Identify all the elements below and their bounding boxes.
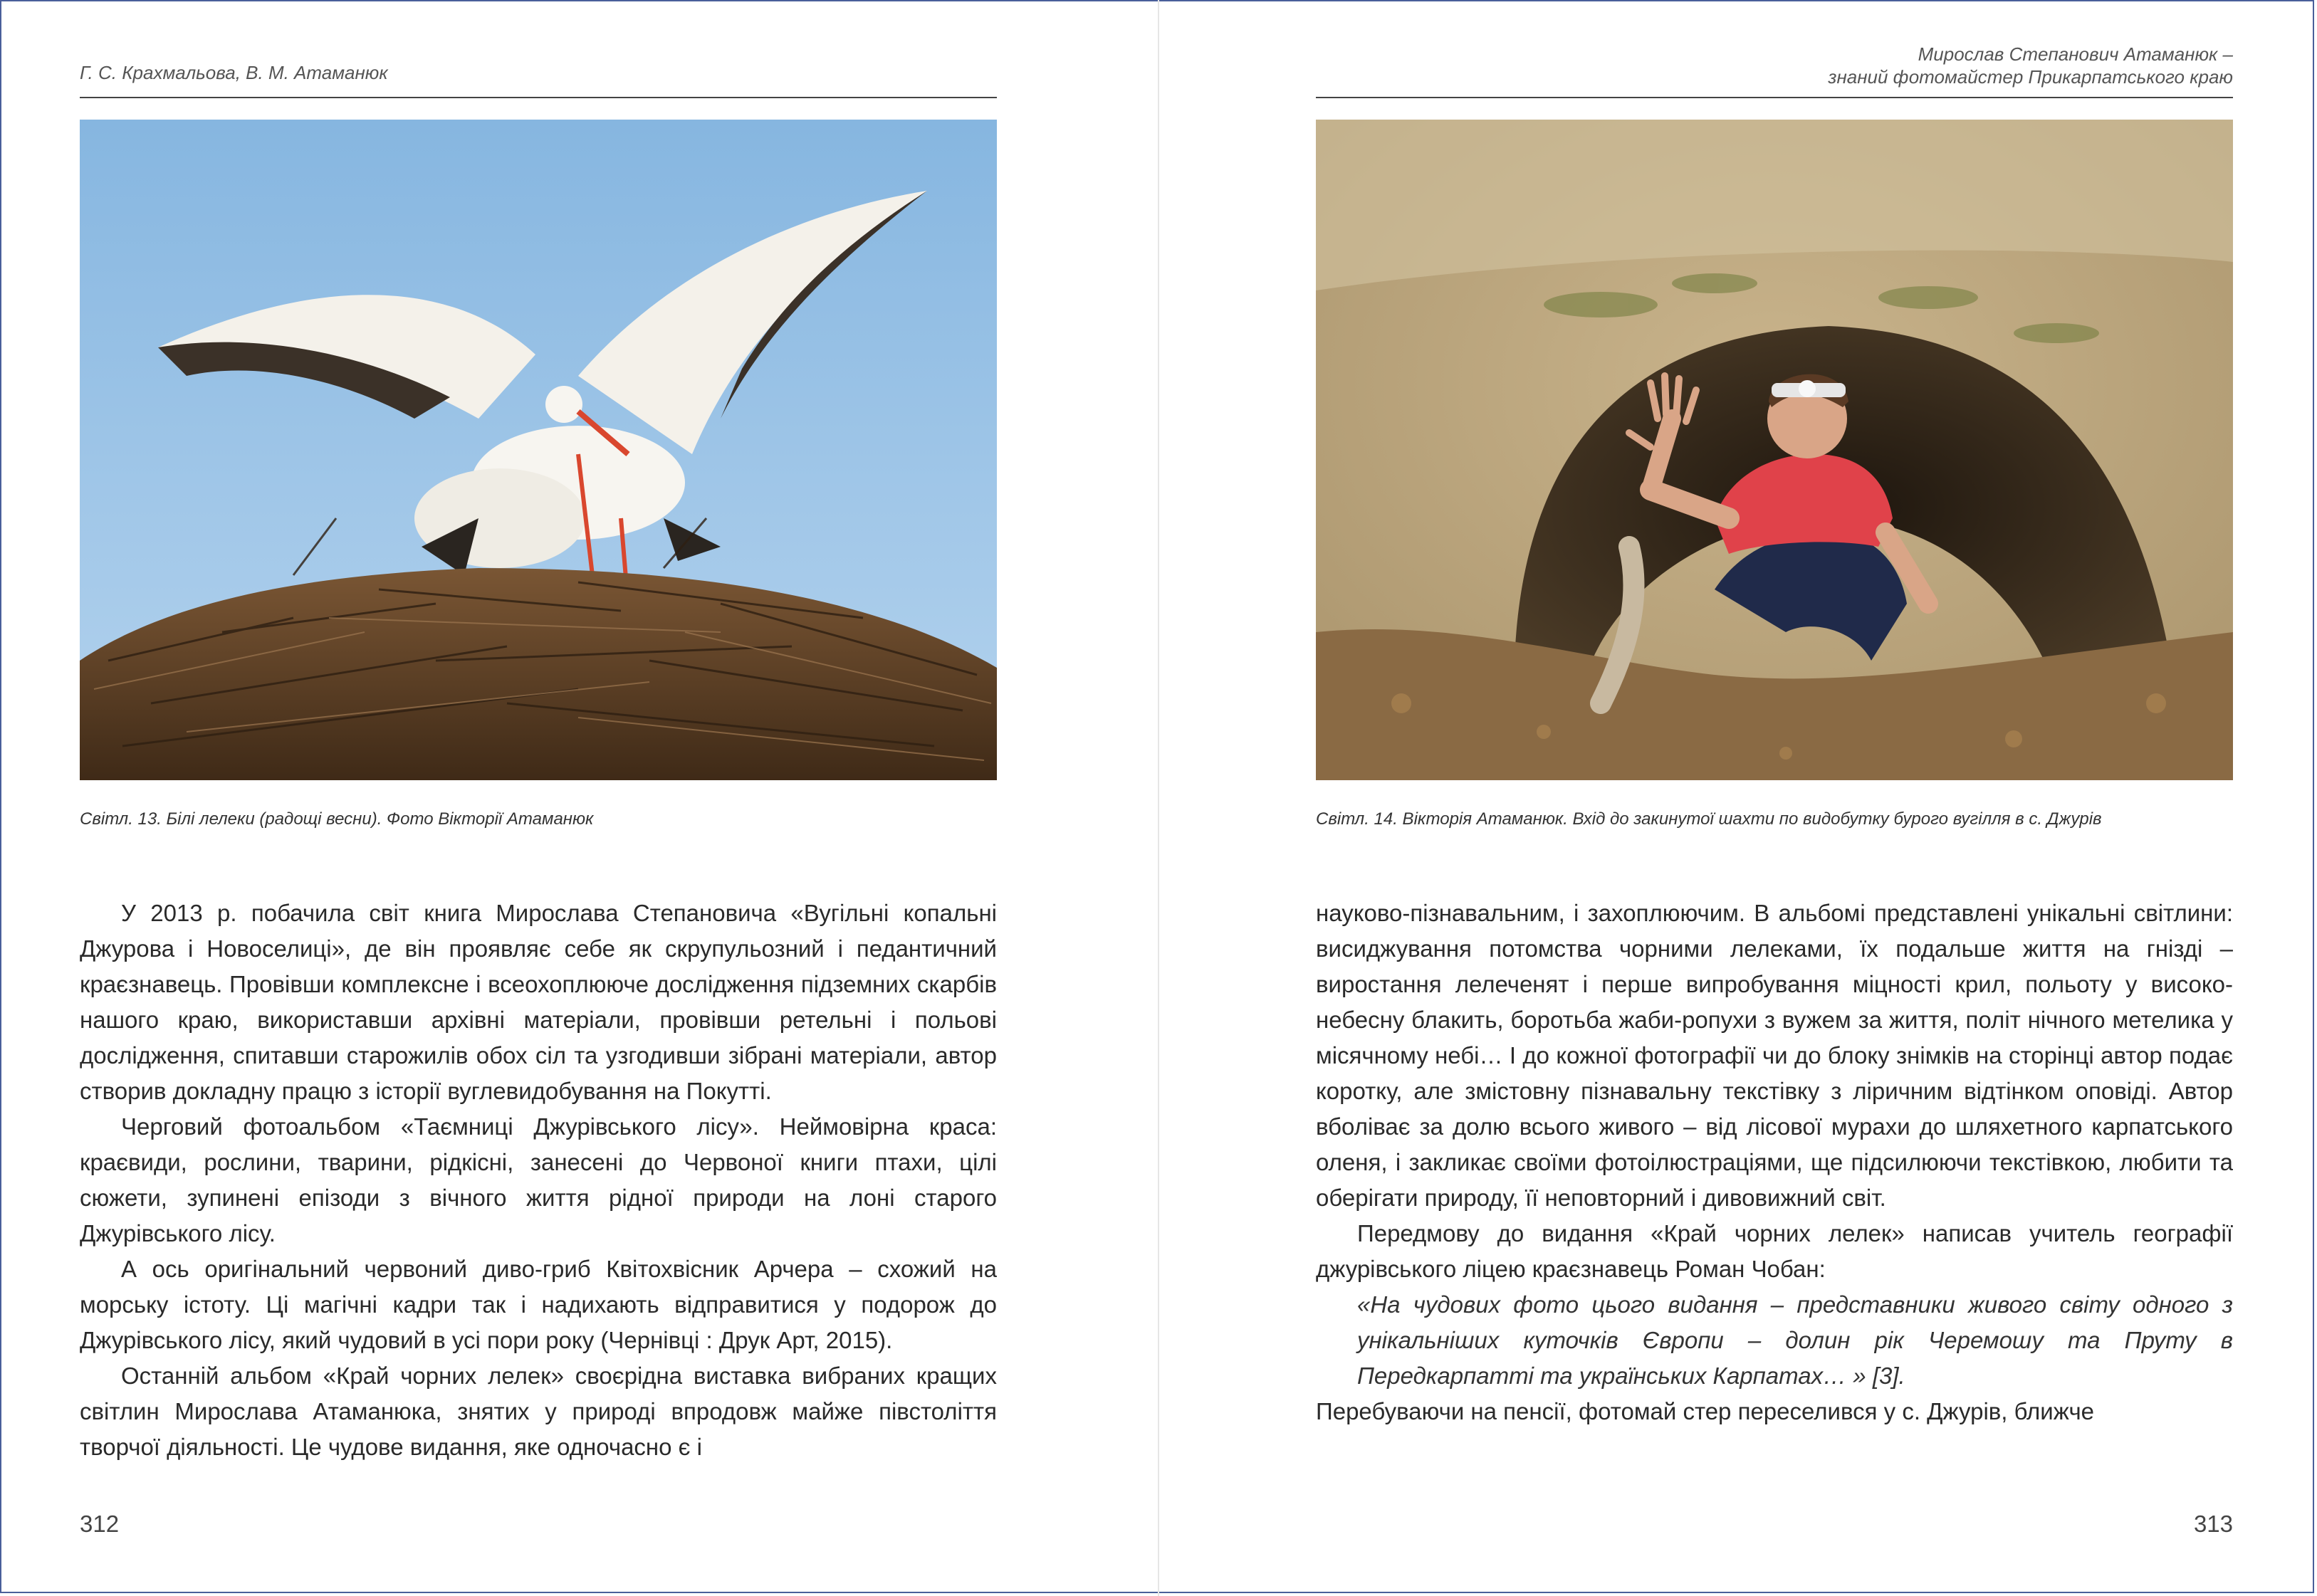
right-page-number: 313 bbox=[2193, 1511, 2233, 1537]
right-paragraph: Перебуваючи на пенсії, фотомай стер переселився у с. Джурів, ближче bbox=[1316, 1398, 2094, 1424]
gutter bbox=[1158, 0, 1159, 1596]
right-quote: «На чудових фото цього видання – представники живого світу одного з унікальніших куточків Європи – долин рік Черемошу та Пруту в Передкарпатті та українських Карпатах… » [3]. bbox=[1357, 1291, 2233, 1389]
cave-photo bbox=[1316, 120, 2233, 780]
right-head-rule bbox=[1316, 97, 2233, 98]
right-running-head-line2: знаний фотомайстер Прикарпатського краю bbox=[1828, 66, 2233, 88]
left-paragraph: У 2013 р. побачила світ книга Мирослава Степановича «Вугільні копальні Джурова і Новоселиці», де він проявляє себе як скрупульозний і педантичний краєзнавець. Провівши комплексне і всеохоплююче дослідження підземних скарбів нашого краю, використавши архівні матеріали, провівши ретельні і польові дослідження, спитавши старожилів обох сіл та узгодивши зібрані матеріали, автор створив докладну працю з історії вуглевидобування на Покутті. bbox=[80, 900, 997, 1104]
right-paragraph: науково-пізнавальним, і захоплюючим. В альбомі представлені унікальні світлини: висиджування потомства чорними лелеками, їх подальше життя на гнізді – виростання лелеченят і перше випробування міцності крил, польоту у високо-небесну блакить, боротьба жаби-ропухи з вужем за життя, політ нічного метелика у місячному небі… І до кожної фотографії чи до блоку знімків на сторінці автор подає коротку, але змістовну пізнавальну текстівку з ліричним відтінком оповіді. Автор вболіває за долю всього живого – від лісової мурахи до шляхетного карпатського оленя, і закликає своїми фотоілюстраціями, ще підсилюючи текстівкою, любити та оберігати природу, її неповторний і дивовижний світ. bbox=[1316, 900, 2233, 1211]
right-running-head bbox=[1316, 43, 2233, 88]
right-caption: Світл. 14. Вікторія Атаманюк. Вхід до закинутої шахти по видобутку бурого вугілля в с. Джурів bbox=[1316, 809, 2102, 829]
left-paragraph: А ось оригінальний червоний диво-гриб Квітохвісник Арчера – схожий на морську істоту. Ці магічні кадри так і надихають відправитися у подорож до Джурівського лісу, який чудовий в усі пори року (Чернівці : Друк Арт, 2015). bbox=[80, 1256, 997, 1353]
left-running-head: Г. С. Крахмальова, В. М. Атаманюк bbox=[80, 62, 388, 83]
left-page-number: 312 bbox=[80, 1511, 120, 1537]
left-page bbox=[80, 0, 997, 1596]
left-body bbox=[80, 896, 997, 1465]
right-running-head-line1: Мирослав Степанович Атаманюк – bbox=[1918, 43, 2233, 65]
left-caption: Світл. 13. Білі лелеки (радощі весни). Фото Вікторії Атаманюк bbox=[80, 809, 594, 829]
right-page bbox=[1316, 0, 2233, 1596]
stork-illustration bbox=[80, 120, 997, 780]
left-paragraph: Останній альбом «Край чорних лелек» своєрідна виставка вибраних кращих світлин Мирослава Атаманюка, знятих у природі впродовж майже півстоліття творчої діяльності. Це чудове видання, яке одночасно є і bbox=[80, 1363, 997, 1460]
left-paragraph: Черговий фотоальбом «Таємниці Джурівського лісу». Неймовірна краса: краєвиди, рослини, тварини, рідкісні, занесені до Червоної книги птахи, цілі сюжети, зупинені епізоди з вічного життя рідної природи на лоні старого Джурівського лісу. bbox=[80, 1113, 997, 1246]
right-body bbox=[1316, 896, 2233, 1429]
right-paragraph: Передмову до видання «Край чорних лелек» написав учитель географії джурівського ліцею краєзнавець Роман Чобан: bbox=[1316, 1220, 2233, 1282]
stork-photo bbox=[80, 120, 997, 780]
left-head-rule bbox=[80, 97, 997, 98]
cave-illustration bbox=[1316, 120, 2233, 780]
